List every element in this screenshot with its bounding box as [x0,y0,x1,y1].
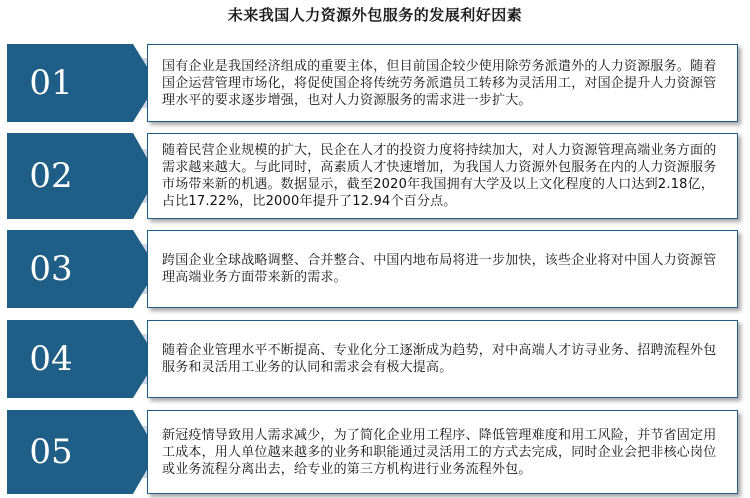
factor-card [147,133,738,219]
item-number: 02 [29,156,73,196]
item-number: 03 [29,249,73,289]
factor-text: 新冠疫情导致用人需求减少，为了简化企业用工程序、降低管理难度和用工风险，并节省固定用工成本，用人单位越来越多的业务和职能通过灵活用工的方式去完成，同时企业会把非核心岗位或业务流程分离出去，给专业的第三方机构进行业务流程外包。 [162,427,717,477]
factor-card [147,320,738,398]
factor-row-04 [7,320,738,398]
factor-row-03 [7,230,738,308]
factor-text: 国有企业是我国经济组成的重要主体，但目前国企较少使用除劳务派遣外的人力资源服务。随着国企运营管理市场化，将促使国企将传统劳务派遣员工转移为灵活用工，对国企提升人力资源管理水平的要求逐步增强，也对人力资源服务的需求进一步扩大。 [162,58,717,108]
factor-card [147,410,738,494]
factor-row-01 [7,44,738,122]
factor-text: 随着企业管理水平不断提高、专业化分工逐渐成为趋势，对中高端人才访寻业务、招聘流程外包服务和灵活用工业务的认同和需求会有极大提高。 [162,343,717,375]
factor-text: 随着民营企业规模的扩大，民企在人才的投资力度将持续加大，对人力资源管理高端业务方面的需求越来越大。与此同时，高素质人才快速增加，为我国人力资源外包服务在内的人力资源服务市场带来新的机遇。数据显示，截至2020年我国拥有大学及以上文化程度的人口达到2.18亿，占比17.22%，比2000年提升了12.94个百分点。 [162,143,717,209]
factor-row-05 [7,410,738,494]
item-number: 05 [29,432,73,472]
factor-card [147,44,738,122]
page-title: 未来我国人力资源外包服务的发展利好因素 [227,6,523,24]
factor-text: 跨国企业全球战略调整、合并整合、中国内地布局将进一步加快，该些企业将对中国人力资源管理高端业务方面带来新的需求。 [162,253,717,285]
item-number: 04 [29,339,73,379]
factor-card [147,230,738,308]
item-number: 01 [29,63,73,103]
factor-row-02 [7,133,738,219]
